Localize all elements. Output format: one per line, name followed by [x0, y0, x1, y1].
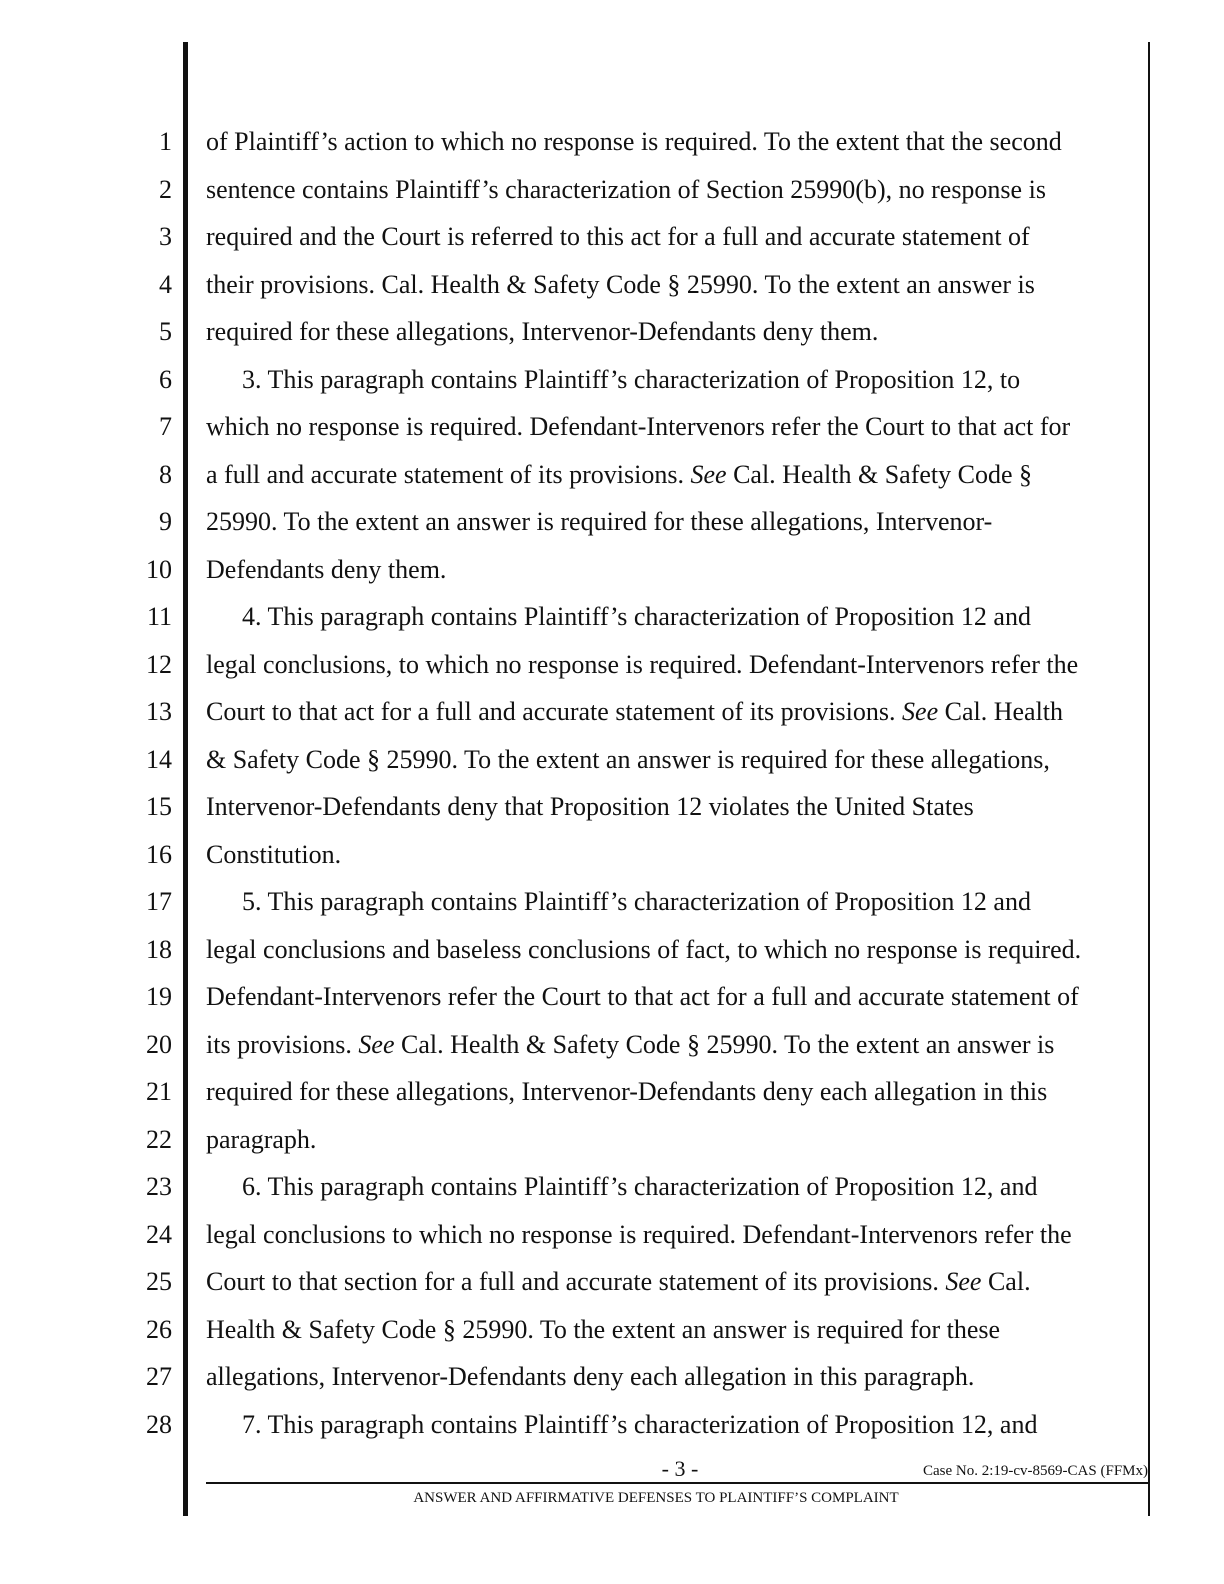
line-number: 28: [146, 1409, 172, 1439]
text-line: Defendants deny them.: [206, 554, 447, 584]
line-number: 17: [146, 887, 172, 916]
case-number: Case No. 2:19-cv-8569-CAS (FFMx): [923, 1463, 1148, 1479]
paragraph-6-start: 6. This paragraph contains Plaintiff’s characterization of Proposition 12, and: [242, 1172, 1038, 1201]
citation-signal: See: [902, 697, 939, 726]
line-number: 3: [159, 222, 172, 251]
line-number: 19: [146, 982, 172, 1011]
text-line: required for these allegations, Intervenor-Defendants deny each allegation in this: [206, 1077, 1048, 1106]
line-number: 23: [146, 1172, 172, 1201]
text-line: paragraph.: [206, 1124, 317, 1154]
line-number: 7: [159, 412, 172, 441]
footer-rule: [206, 1482, 1148, 1484]
line-number: 20: [146, 1029, 172, 1059]
text-line: legal conclusions and baseless conclusions of fact, to which no response is required.: [206, 934, 1082, 964]
citation-signal: See: [690, 459, 727, 489]
text-line: of Plaintiff’s action to which no response is required. To the extent that the second: [206, 127, 1062, 156]
line-number: 14: [146, 744, 172, 774]
text-line: Defendant-Intervenors refer the Court to that act for a full and accurate statement of: [206, 982, 1079, 1011]
text-line: legal conclusions to which no response is required. Defendant-Intervenors refer the: [206, 1219, 1072, 1249]
text-line: Constitution.: [206, 839, 342, 869]
paragraph-4-start: 4. This paragraph contains Plaintiff’s characterization of Proposition 12 and: [242, 602, 1031, 631]
text-segment: Cal. Health & Safety Code § 25990. To the extent an answer is: [394, 1029, 1055, 1059]
text-segment: Cal. Health: [938, 697, 1064, 726]
line-numbers: [120, 118, 172, 1448]
left-margin-rule: [183, 42, 188, 1516]
citation-signal: See: [945, 1267, 982, 1296]
citation-signal: See: [358, 1029, 395, 1059]
line-number: 8: [159, 459, 172, 489]
line-number: 21: [146, 1077, 172, 1106]
line-number: 26: [146, 1314, 172, 1344]
line-number: 6: [159, 364, 172, 394]
line-number: 9: [159, 507, 172, 536]
right-margin-rule: [1148, 42, 1150, 1516]
text-segment: Cal.: [981, 1267, 1031, 1296]
line-number: 12: [146, 649, 172, 679]
text-line: their provisions. Cal. Health & Safety Code § 25990. To the extent an answer is: [206, 269, 1035, 299]
line-number: 5: [159, 317, 172, 346]
text-line: [206, 1021, 1146, 1069]
text-line: [206, 688, 1146, 736]
text-line: Intervenor-Defendants deny that Proposition 12 violates the United States: [206, 792, 974, 821]
text-line: allegations, Intervenor-Defendants deny each allegation in this paragraph.: [206, 1362, 975, 1391]
line-number: 2: [159, 174, 172, 204]
line-number: 25: [146, 1267, 172, 1296]
text-line: 25990. To the extent an answer is required for these allegations, Intervenor-: [206, 507, 993, 536]
paragraph-3-start: 3. This paragraph contains Plaintiff’s characterization of Proposition 12, to: [242, 364, 1021, 394]
line-number: 10: [146, 554, 172, 584]
text-line: & Safety Code § 25990. To the extent an answer is required for these allegations,: [206, 744, 1050, 774]
text-line: sentence contains Plaintiff’s characterization of Section 25990(b), no response is: [206, 174, 1046, 204]
line-number: 22: [146, 1124, 172, 1154]
text-line: [206, 1258, 1146, 1306]
text-segment: Cal. Health & Safety Code §: [726, 459, 1032, 489]
paragraph-5-start: 5. This paragraph contains Plaintiff’s characterization of Proposition 12 and: [242, 887, 1031, 916]
body-text: [206, 118, 1146, 1448]
line-number: 27: [146, 1362, 172, 1391]
text-line: required for these allegations, Intervenor-Defendants deny them.: [206, 317, 879, 346]
line-number: 13: [146, 697, 172, 726]
page-number: - 3 -: [661, 1456, 699, 1481]
text-segment: a full and accurate statement of its provisions.: [206, 459, 691, 489]
line-number: 24: [146, 1219, 172, 1249]
line-number: 4: [159, 269, 172, 299]
line-number: 11: [146, 602, 172, 631]
line-number: 1: [159, 127, 172, 156]
text-line: legal conclusions, to which no response is required. Defendant-Intervenors refer the: [206, 649, 1079, 679]
paragraph-7-start: 7. This paragraph contains Plaintiff’s characterization of Proposition 12, and: [242, 1409, 1038, 1439]
text-line: [206, 451, 1146, 499]
line-number: 16: [146, 839, 172, 869]
document-title: ANSWER AND AFFIRMATIVE DEFENSES TO PLAINTIFF’S COMPLAINT: [413, 1490, 899, 1506]
line-number: 18: [146, 934, 172, 964]
text-line: required and the Court is referred to this act for a full and accurate statement of: [206, 222, 1030, 251]
text-segment: its provisions.: [206, 1029, 359, 1059]
line-number: 15: [146, 792, 172, 821]
text-line: which no response is required. Defendant-Intervenors refer the Court to that act for: [206, 412, 1071, 441]
text-segment: Court to that act for a full and accurate statement of its provisions.: [206, 697, 903, 726]
text-line: Health & Safety Code § 25990. To the extent an answer is required for these: [206, 1314, 1001, 1344]
text-segment: Court to that section for a full and accurate statement of its provisions.: [206, 1267, 946, 1296]
